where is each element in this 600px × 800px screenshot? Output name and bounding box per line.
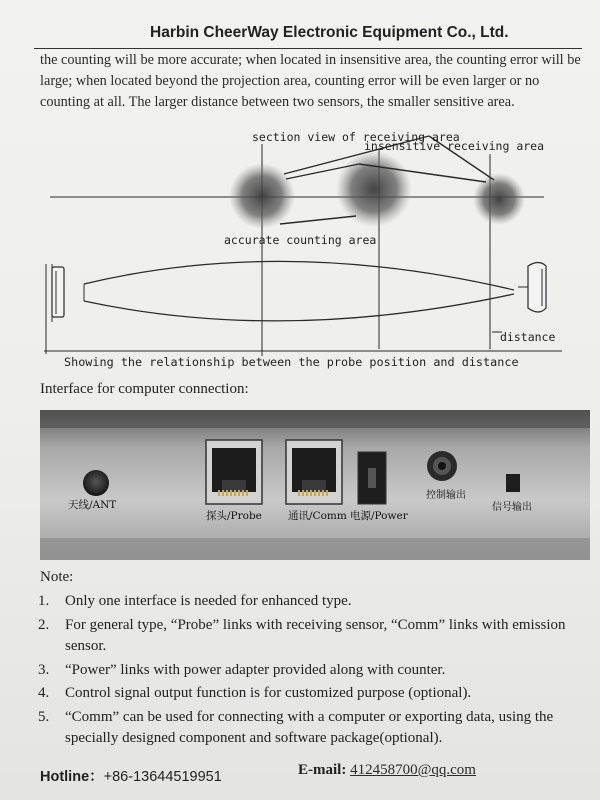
note-number: 4. bbox=[38, 685, 50, 701]
company-header: Harbin CheerWay Electronic Equipment Co., Ltd. bbox=[150, 24, 509, 41]
label-section-view: section view of receiving area bbox=[252, 130, 460, 144]
hotline bbox=[40, 765, 222, 786]
signal-output-label: 信号输出 bbox=[492, 502, 532, 513]
note-number: 2. bbox=[38, 616, 50, 633]
label-insensitive-area: insensitive receiving area bbox=[364, 139, 545, 153]
note-text: Control signal output function is for customized purpose (optional). bbox=[65, 685, 472, 701]
note-number: 1. bbox=[38, 593, 50, 609]
note-number: 3. bbox=[38, 661, 50, 678]
note-item bbox=[38, 660, 598, 682]
note-number: 5. bbox=[38, 708, 50, 725]
note-text: “Power” links with power adapter provided along with counter. bbox=[65, 661, 446, 678]
comm-label: 通讯/Comm bbox=[288, 510, 347, 522]
header-divider bbox=[34, 48, 582, 49]
control-output-label: 控制输出 bbox=[426, 490, 466, 501]
hotline-number: +86-13644519951 bbox=[103, 769, 222, 785]
receiving-area-middle bbox=[336, 151, 412, 227]
note-item bbox=[38, 591, 598, 613]
receiving-area-left bbox=[229, 163, 295, 229]
email bbox=[298, 762, 476, 779]
left-probe bbox=[52, 264, 64, 322]
right-probe bbox=[518, 263, 546, 313]
power-jack bbox=[358, 452, 386, 504]
hotline-label: Hotline： bbox=[40, 769, 104, 785]
note-text: “Comm” can be used for connecting with a computer or exporting data, using the specially designed component and software package(optional). bbox=[65, 708, 554, 746]
notes-list bbox=[38, 591, 598, 750]
label-accurate-area: accurate counting area bbox=[224, 233, 377, 247]
email-label: E-mail: bbox=[298, 762, 351, 778]
intro-paragraph: the counting will be more accurate; when located in insensitive area, the counting error will be large; when located beyond the projection area, counting error will be even larger or no counting at all. The larger distance between two sensors, the smaller sensitive area. bbox=[40, 52, 581, 110]
notes-title: Note: bbox=[40, 569, 74, 585]
footer-contact bbox=[40, 762, 595, 786]
note-text: For general type, “Probe” links with receiving sensor, “Comm” links with emission sensor. bbox=[65, 616, 566, 654]
note-item bbox=[38, 615, 598, 658]
interface-title: Interface for computer connection: bbox=[40, 381, 249, 397]
diagram-caption: Showing the relationship between the probe position and distance bbox=[64, 355, 519, 369]
device-back-panel-photo bbox=[40, 410, 590, 560]
note-item bbox=[38, 683, 598, 705]
note-text: Only one interface is needed for enhanced type. bbox=[65, 593, 352, 609]
comm-rj-port bbox=[286, 440, 342, 504]
probe-distance-diagram bbox=[34, 124, 564, 374]
probe-label: 探头/Probe bbox=[206, 510, 262, 522]
signal-output-port bbox=[506, 474, 520, 492]
email-link[interactable]: 412458700@qq.com bbox=[350, 762, 476, 778]
label-distance: distance bbox=[500, 330, 556, 344]
ant-connector bbox=[83, 470, 109, 496]
note-item bbox=[38, 707, 598, 750]
ant-label: 天线/ANT bbox=[68, 499, 117, 511]
probe-rj-port bbox=[206, 440, 262, 504]
power-label: 电源/Power bbox=[350, 510, 408, 522]
control-output-jack bbox=[427, 451, 457, 481]
